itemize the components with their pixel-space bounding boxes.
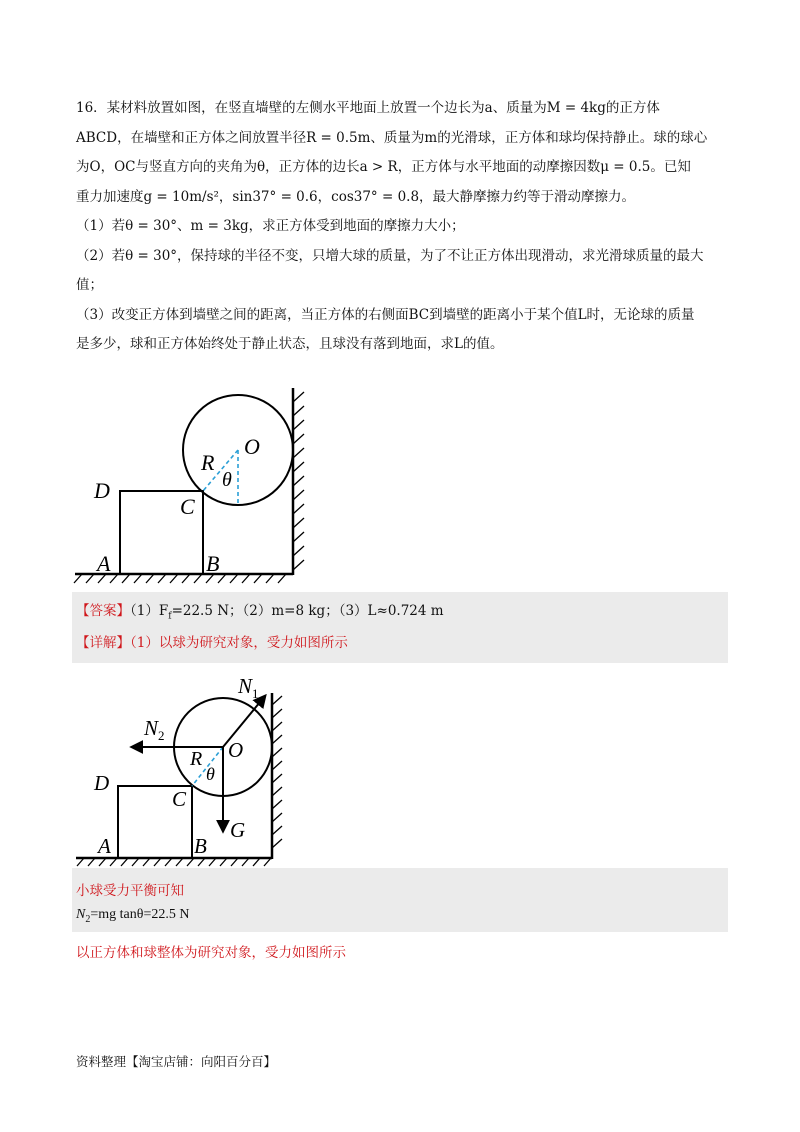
label-b-2: B <box>194 834 207 858</box>
answer-part1: （1）F <box>130 603 169 619</box>
label-d-2: D <box>94 771 110 795</box>
question-line: 是多少，球和正方体始终处于静止状态，且球没有落到地面，求L的值。 <box>76 336 504 352</box>
wall-hatching-2 <box>272 696 282 848</box>
label-n1: $N_1$ <box>238 674 259 701</box>
formula-lhs: N <box>76 907 86 922</box>
label-r-2: R <box>190 748 203 770</box>
answer-part3: （3）L≈0.724 m <box>338 603 444 619</box>
footer: 资料整理【淘宝店铺：向阳百分百】 <box>76 1054 277 1069</box>
formula-rhs: =mg tanθ=22.5 N <box>90 907 190 922</box>
answer-part2: （2）m=8 kg； <box>242 603 339 619</box>
label-a: A <box>97 551 111 576</box>
label-o-2: O <box>228 738 244 762</box>
answer-tag: 【答案】 <box>76 603 130 619</box>
detail-text: （1）以球为研究对象，受力如图所示 <box>130 635 348 651</box>
label-d: D <box>94 478 110 503</box>
label-theta: θ <box>222 469 232 491</box>
label-c-2: C <box>172 787 187 811</box>
question-line: 16．某材料放置如图，在竖直墙壁的左侧水平地面上放置一个边长为a、质量为M = 4kg的正方体 <box>76 100 660 116</box>
question-line: （2）若θ = 30°，保持球的半径不变，只增大球的质量，为了不让正方体出现滑动，求光滑球质量的最大 <box>76 247 704 264</box>
answer-line <box>76 599 444 622</box>
label-a-2: A <box>98 834 111 858</box>
formula-sub: 2 <box>85 913 91 925</box>
answer-part1-sub: f <box>168 611 172 622</box>
balance-text: 小球受力平衡可知 <box>76 883 184 899</box>
label-c: C <box>180 494 195 519</box>
wall-hatching <box>293 392 304 570</box>
question-line: 值； <box>76 277 103 293</box>
question-line: 为O，OC与竖直方向的夹角为θ，正方体的边长a > R，正方体与水平地面的动摩擦因数μ = 0.5。已知 <box>76 159 691 175</box>
answer-part1-val: =22.5 N； <box>171 603 243 619</box>
label-n2: $N_2$ <box>144 716 165 743</box>
question-text <box>76 94 728 360</box>
label-b: B <box>206 551 220 576</box>
formula-n2 <box>76 907 189 925</box>
next-text: 以正方体和球整体为研究对象，受力如图所示 <box>76 945 346 961</box>
figure-setup <box>70 380 320 585</box>
question-line: ABCD，在墙壁和正方体之间放置半径R = 0.5m、质量为m的光滑球，正方体和球均保持静止。球的球心 <box>76 129 708 146</box>
label-o: O <box>244 434 260 459</box>
question-line: 重力加速度g = 10m/s²，sin37° = 0.6，cos37° = 0.8，最大静摩擦力约等于滑动摩擦力。 <box>76 188 636 205</box>
figure-forces <box>72 663 284 868</box>
label-theta-2: θ <box>206 764 215 784</box>
detail-tag: 【详解】 <box>76 635 130 651</box>
detail-line <box>76 631 348 651</box>
label-r: R <box>201 450 215 475</box>
label-g: G <box>230 818 246 842</box>
question-line: （3）改变正方体到墙壁之间的距离，当正方体的右侧面BC到墙壁的距离小于某个值L时，无论球的质量 <box>76 306 695 323</box>
question-line: （1）若θ = 30°、m = 3kg，求正方体受到地面的摩擦力大小； <box>76 218 465 234</box>
